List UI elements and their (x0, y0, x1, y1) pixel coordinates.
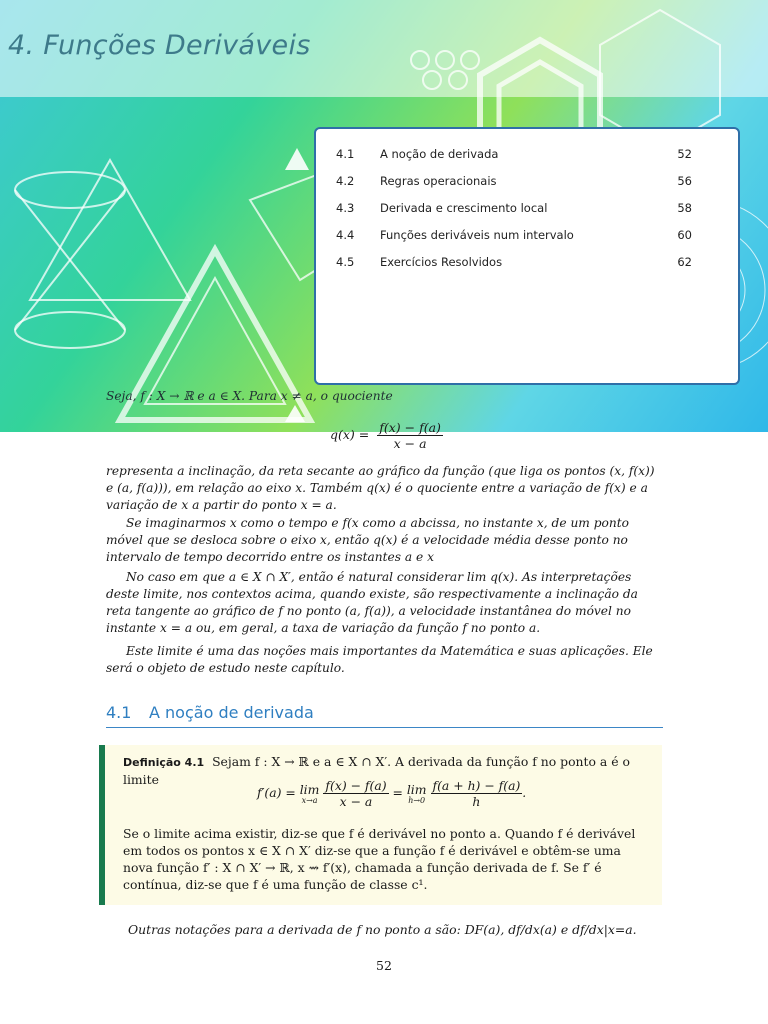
definition-text: Sejam f : X → ℝ e a ∈ X ∩ X′. A derivada da função f no ponto a é o limite (123, 754, 630, 787)
definition-continuation: Se o limite acima existir, diz-se que f é derivável no ponto a. Quando f é derivável em todos os pontos x ∈ X ∩ X′ diz-se que a função f é derivável e obtêm-se uma nova função f′ : X ∩ X′ → ℝ, x ⇝ f′(x), chamada a função derivada de f. Se f′ é contínua, diz-se que f é uma função de classe c¹. (123, 826, 636, 892)
lim-label: lim (406, 782, 427, 797)
notations-line: Outras notações para a derivada de f no ponto a são: DF(a), df/dx(a) e df/dx|x=a. (128, 922, 637, 937)
toc-item-page: 52 (677, 147, 692, 161)
limit-h (407, 782, 427, 805)
lim-subscript: h→0 (408, 796, 426, 805)
numerator: f(a + h) − f(a) (432, 778, 521, 793)
paragraph-limit: No caso em que a ∈ X ∩ X′, então é natural considerar lim q(x). As interpretações deste limite, nos contextos acima, quando existe, são respectivamente a inclinação da reta tangente ao gráfico de f no ponto (a, f(a)), a velocidade instantânea do móvel no instante x = a ou, em geral, a taxa de variação da função f no ponto a. (106, 570, 638, 635)
denominator: x − a (339, 794, 373, 809)
section-number: 4.1 (106, 703, 132, 722)
quotient-lhs: q(x) = (330, 427, 374, 442)
toc-item[interactable] (316, 255, 742, 275)
toc-item-title: Derivada e crescimento local (380, 201, 548, 215)
toc-item-page: 62 (677, 255, 692, 269)
section-heading (106, 703, 663, 728)
difference-quotient-h (431, 778, 523, 809)
equation-period: . (522, 785, 527, 800)
definition-box (99, 745, 662, 905)
definition-label: Definição 4.1 (123, 756, 205, 769)
quotient-fraction (377, 420, 443, 451)
table-of-contents (314, 127, 740, 385)
toc-item[interactable] (316, 228, 742, 248)
paragraph-secant: representa a inclinação, da reta secante ao gráfico da função (que liga os pontos (x, f(x)) e (a, f(a))), em relação ao eixo x. Também q(x) é o quociente entre a variação de f(x) e a variação de x a partir do ponto x = a. (106, 464, 655, 512)
toc-item-title: Exercícios Resolvidos (380, 255, 503, 269)
toc-item[interactable] (316, 147, 742, 167)
toc-item-title: Regras operacionais (380, 174, 497, 188)
lim-label: lim (299, 782, 320, 797)
page-number: 52 (376, 958, 392, 973)
difference-quotient-x (323, 778, 388, 809)
section-title: A noção de derivada (149, 703, 314, 722)
toc-item[interactable] (316, 201, 742, 221)
quotient-equation (330, 420, 443, 451)
limit-x (300, 782, 320, 805)
paragraph-importance: Este limite é uma das noções mais importantes da Matemática e suas aplicações. Ele será o objeto de estudo neste capítulo. (106, 644, 653, 675)
denominator: h (472, 794, 481, 809)
toc-item-number: 4.4 (336, 228, 355, 242)
toc-item-title: A noção de derivada (380, 147, 499, 161)
numerator: f(x) − f(a) (325, 778, 387, 793)
toc-item-number: 4.2 (336, 174, 355, 188)
quotient-numerator: f(x) − f(a) (379, 420, 441, 435)
toc-item-page: 58 (677, 201, 692, 215)
quotient-denominator: x − a (393, 436, 427, 451)
toc-item-number: 4.5 (336, 255, 355, 269)
toc-item-title: Funções deriváveis num intervalo (380, 228, 574, 242)
chapter-banner (0, 0, 768, 432)
toc-item[interactable] (316, 174, 742, 194)
derivative-lhs: f′(a) = (257, 785, 300, 800)
toc-item-page: 60 (677, 228, 692, 242)
toc-item-number: 4.3 (336, 201, 355, 215)
equals-sign: = (388, 785, 407, 800)
lim-subscript: x→a (301, 796, 318, 805)
toc-item-page: 56 (677, 174, 692, 188)
paragraph-velocity: Se imaginarmos x como o tempo e f(x como a abcissa, no instante x, de um ponto móvel que se desloca sobre o eixo x, então q(x) é a velocidade média desse ponto no intervalo de tempo decorrido entre os instantes a e x (106, 516, 629, 564)
intro-sentence: Seja, f : X → ℝ e a ∈ X. Para x ≠ a, o quociente (106, 389, 393, 403)
chapter-title: 4. Funções Deriváveis (8, 30, 311, 61)
toc-item-number: 4.1 (336, 147, 355, 161)
derivative-equation (257, 778, 526, 809)
